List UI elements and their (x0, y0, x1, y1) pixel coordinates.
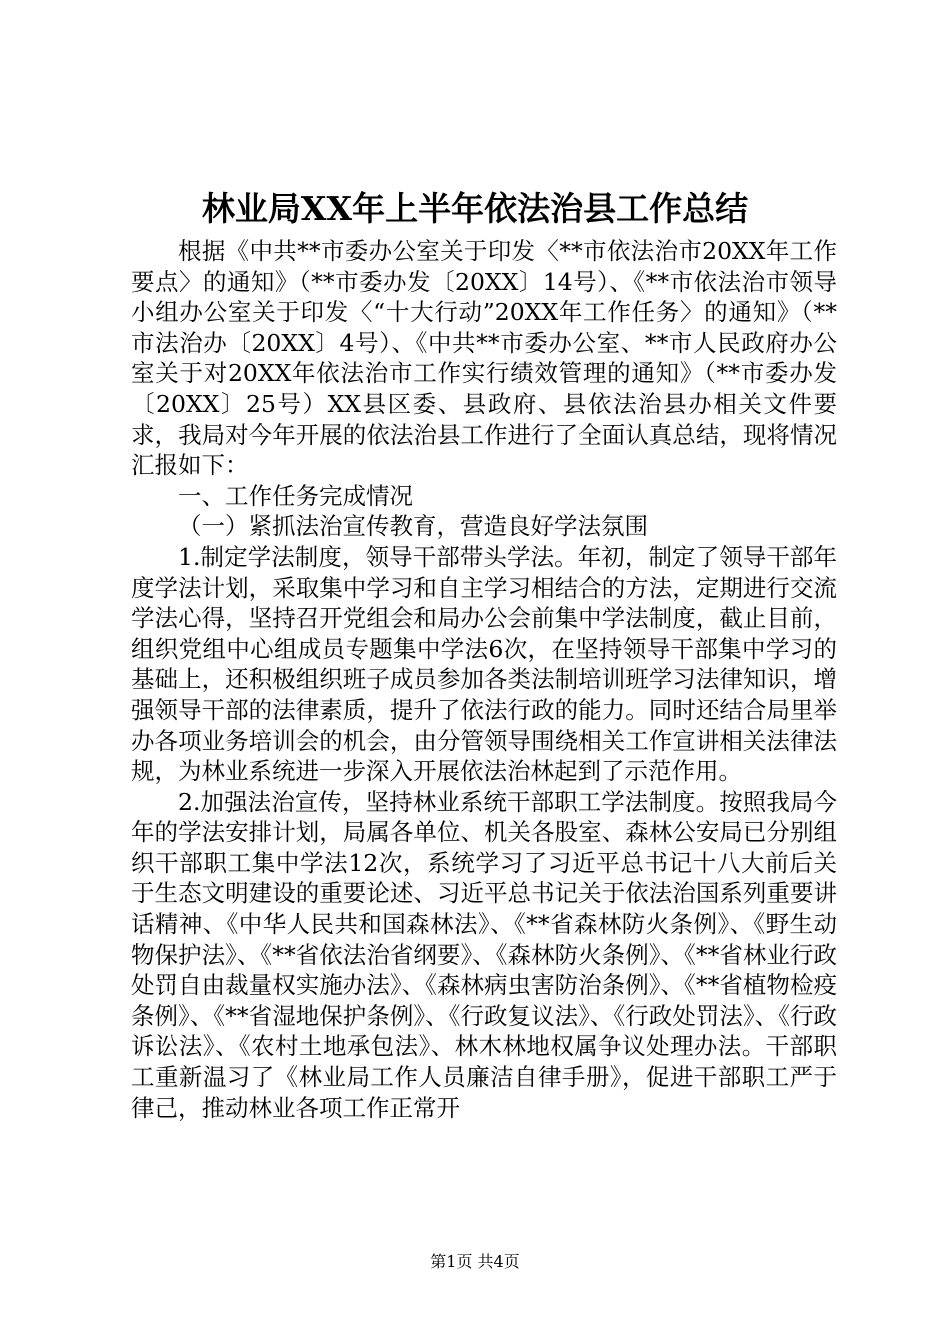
paragraph-item-2: 2.加强法治宣传，坚持林业系统干部职工学法制度。按照我局今年的学法安排计划，局属各单位、机关各股室、森林公安局已分别组织干部职工集中学法12次，系统学习了习近平总书记十八大前后关于生态文明建设的重要论述、习近平总书记关于依法治国系列重要讲话精神、《中华人民共和国森林法》、《**省森林防火条例》、《野生动物保护法》、《**省依法治省纲要》、《森林防火条例》、《**省林业行政处罚自由裁量权实施办法》、《森林病虫害防治条例》、《**省植物检疫条例》、《**省湿地保护条例》、《行政复议法》、《行政处罚法》、《行政诉讼法》、《农村土地承包法》、林木林地权属争议处理办法。干部职工重新温习了《林业局工作人员廉洁自律手册》，促进干部职工严于律己，推动林业各项工作正常开 (131, 787, 837, 1122)
page-number-footer: 第1页 共4页 (430, 1252, 520, 1271)
document-title: 林业局XX年上半年依法治县工作总结 (201, 189, 749, 228)
subsection-heading-1: （一）紧抓法治宣传教育，营造良好学法氛围 (178, 512, 648, 541)
paragraph-item-1: 1.制定学法制度，领导干部带头学法。年初，制定了领导干部年度学法计划，采取集中学习和自主学习相结合的方法，定期进行交流学法心得，坚持召开党组会和局办公会前集中学法制度，截止目前，组织党组中心组成员专题集中学法6次，在坚持领导干部集中学习的基础上，还积极组织班子成员参加各类法制培训班学习法律知识，增强领导干部的法律素质，提升了依法行政的能力。同时还结合局里举办各项业务培训会的机会，由分管领导围绕相关工作宣讲相关法律法规，为林业系统进一步深入开展依法治林起到了示范作用。 (131, 542, 837, 786)
document-body (131, 236, 837, 1123)
paragraph-intro: 根据《中共**市委办公室关于印发〈**市依法治市20XX年工作要点〉的通知》（**市委办发〔20XX〕14号）、《**市依法治市领导小组办公室关于印发〈“十大行动”20XX年工作任务〉的通知》（**市法治办〔20XX〕4号）、《中共**市委办公室、**市人民政府办公室关于对20XX年依法治市工作实行绩效管理的通知》（**市委办发〔20XX〕25号）XX县区委、县政府、县依法治县办相关文件要求，我局对今年开展的依法治县工作进行了全面认真总结，现将情况汇报如下： (131, 237, 837, 480)
section-heading-1: 一、工作任务完成情况 (178, 481, 413, 510)
